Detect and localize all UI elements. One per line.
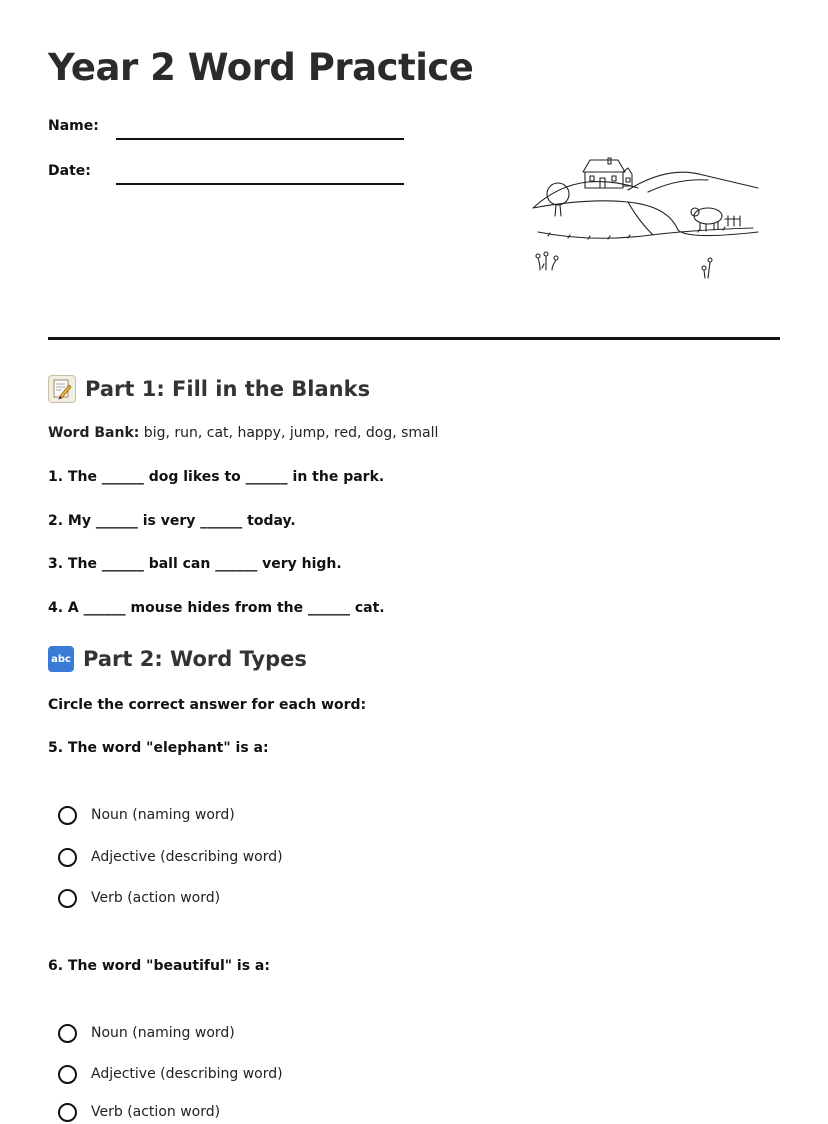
option-label: Adjective (describing word) [91,849,283,865]
question-2: 2. My ______ is very ______ today. [48,513,296,529]
part2-heading [48,646,307,672]
date-line[interactable] [116,183,404,185]
date-field[interactable] [48,163,408,193]
date-label: Date: [48,163,91,179]
q5-option-noun[interactable] [58,803,235,827]
radio-circle[interactable] [58,1024,77,1043]
question-6: 6. The word "beautiful" is a: [48,958,270,974]
q6-option-adjective[interactable] [58,1062,283,1086]
radio-circle[interactable] [58,889,77,908]
part1-heading [48,375,370,403]
word-bank [48,425,438,441]
question-3: 3. The ______ ball can ______ very high. [48,556,342,572]
farm-scene-illustration [528,150,764,282]
memo-pencil-glyph [51,378,73,400]
radio-circle[interactable] [58,1103,77,1122]
part1-heading-text: Part 1: Fill in the Blanks [85,377,371,401]
word-bank-words: big, run, cat, happy, jump, red, dog, small [139,425,439,441]
option-label: Verb (action word) [91,890,221,906]
radio-circle[interactable] [58,1065,77,1084]
page-title: Year 2 Word Practice [48,46,474,89]
name-line[interactable] [116,138,404,140]
memo-pencil-icon [48,375,76,403]
section-divider [48,337,780,340]
q6-option-noun[interactable] [58,1021,235,1045]
option-label: Adjective (describing word) [91,1066,283,1082]
question-4: 4. A ______ mouse hides from the ______ cat. [48,600,385,616]
abc-icon: abc [48,646,74,672]
q5-option-verb[interactable] [58,886,220,910]
option-label: Noun (naming word) [91,1025,235,1041]
q5-option-adjective[interactable] [58,845,283,869]
radio-circle[interactable] [58,848,77,867]
part2-instruction: Circle the correct answer for each word: [48,697,367,713]
question-5: 5. The word "elephant" is a: [48,740,269,756]
word-bank-label: Word Bank: [48,425,140,441]
radio-circle[interactable] [58,806,77,825]
question-1: 1. The ______ dog likes to ______ in the park. [48,469,385,485]
name-label: Name: [48,118,99,134]
option-label: Noun (naming word) [91,807,235,823]
q6-option-verb[interactable] [58,1100,220,1124]
name-field[interactable] [48,118,408,148]
part2-heading-text: Part 2: Word Types [83,647,307,671]
option-label: Verb (action word) [91,1104,221,1120]
